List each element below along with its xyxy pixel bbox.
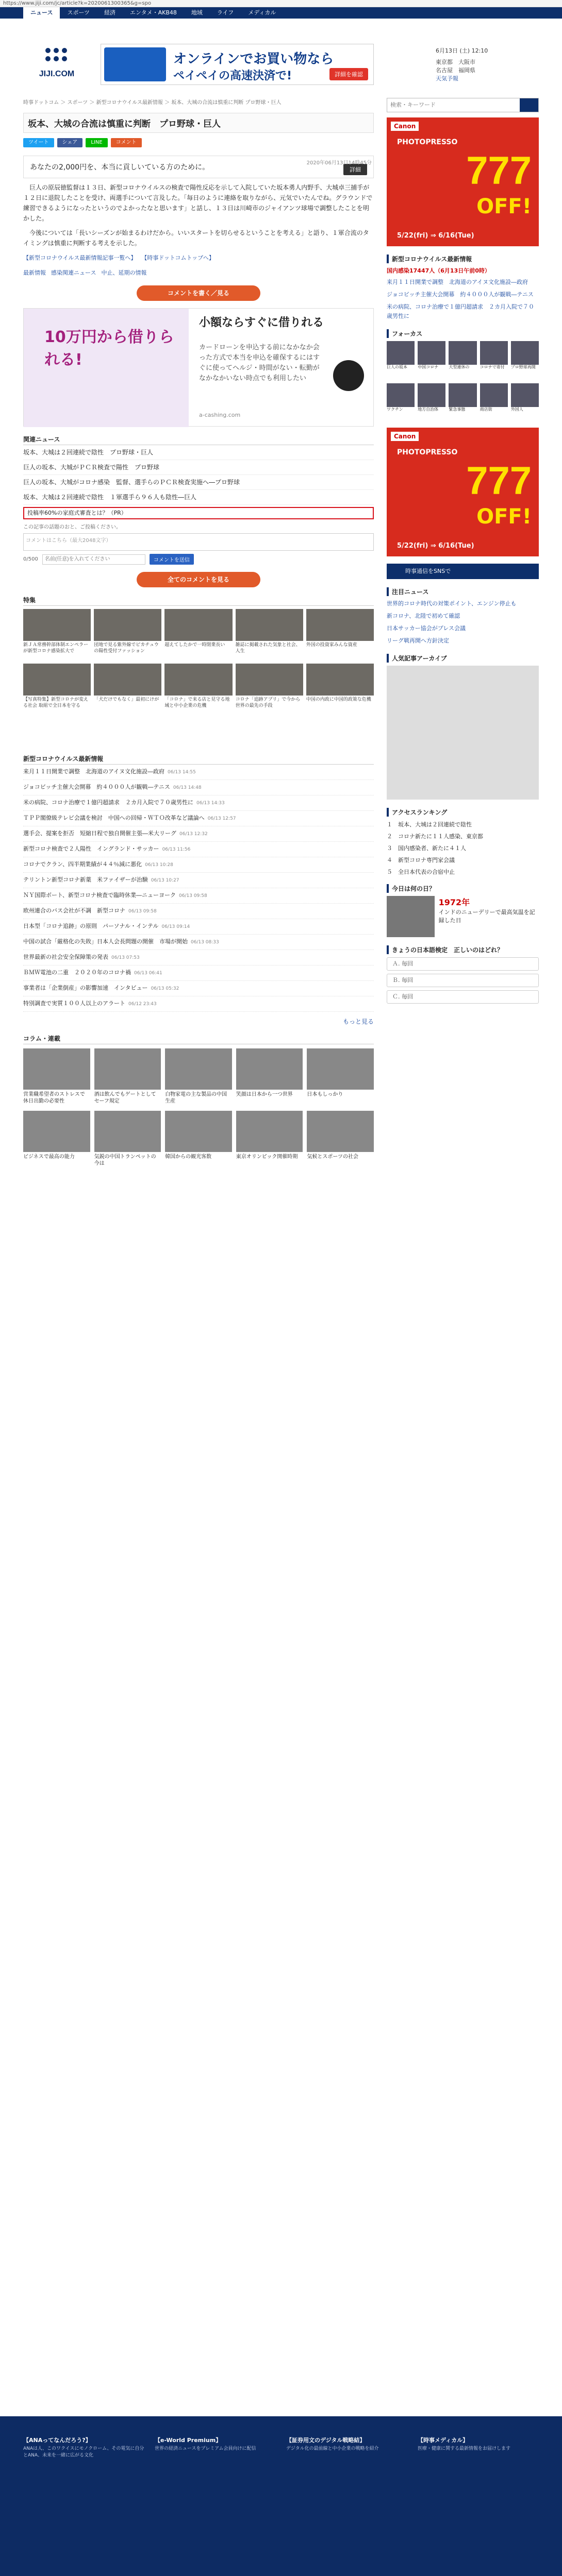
column-grid — [23, 1048, 374, 1169]
related-item[interactable]: 巨人の坂本、大城がＰＣＲ検査で陽性 プロ野球 — [23, 460, 374, 475]
news-item[interactable] — [23, 857, 374, 873]
featured-item[interactable] — [23, 609, 91, 660]
column-caption: ビジネスで最高の能力 — [23, 1154, 75, 1160]
focus-heading: フォーカス — [387, 329, 539, 338]
arrow-right-icon[interactable] — [333, 360, 364, 391]
news-title[interactable]: コロナでクラン、四半期業績が４４％減に悪化 — [23, 861, 142, 868]
news-title[interactable]: ＢＭＷ電池の二重 ２０２０年のコロナ禍 — [23, 969, 131, 976]
news-item[interactable] — [23, 935, 374, 950]
featured-item[interactable] — [236, 664, 303, 715]
featured-heading: 特集 — [23, 596, 374, 606]
breadcrumb[interactable]: 時事ドットコム ＞ スポーツ ＞ 新型コロナウイルス最新情報 ＞ 坂本、大城の合流は慎重に判断 プロ野球・巨人 — [23, 100, 282, 106]
news2-item[interactable]: 新コロナ、北陸で初めて確認 — [387, 613, 460, 619]
news-date: 06/13 12:57 — [207, 816, 236, 821]
focus-item[interactable] — [387, 341, 415, 380]
nav-item[interactable]: メディカル — [248, 9, 276, 16]
focus-item[interactable] — [449, 383, 476, 422]
footer — [0, 2416, 562, 2576]
featured-image — [94, 609, 161, 641]
poll-option[interactable]: Ａ. 毎回 — [387, 957, 539, 971]
canon-logo: Canon — [391, 432, 419, 441]
ad-off: OFF! — [476, 195, 532, 218]
focus-image — [480, 341, 508, 365]
news-item[interactable] — [23, 795, 374, 811]
nav-item[interactable]: 経済 — [104, 9, 116, 16]
footer-col-text: 世界の経済ニュースをプレミアム会員向けに配信 — [155, 2446, 256, 2451]
featured-caption: 中国の内政に中国的政策な危機 — [306, 697, 371, 702]
ad-price: 777 — [466, 459, 532, 503]
featured-item[interactable] — [94, 664, 161, 715]
footer-col-title: 【証券用文のデジタル戦略結】 — [286, 2437, 366, 2444]
today-heading: 今日は何の日？ — [387, 884, 539, 893]
news-title[interactable]: テリントン新型コロナ新薬 米ファイザーが治験 — [23, 876, 148, 883]
column-image — [94, 1111, 161, 1152]
ranking-item[interactable]: ４ 新型コロナ専門家会議 — [387, 857, 455, 863]
nav-item[interactable]: ライフ — [217, 9, 234, 16]
focus-item[interactable] — [418, 383, 445, 422]
focus-image — [418, 341, 445, 365]
column-item[interactable] — [165, 1048, 232, 1107]
ranking-item[interactable]: ２ コロナ新たに１１人感染、東京都 — [387, 833, 483, 840]
focus-item[interactable] — [418, 341, 445, 380]
focus-caption: コロナで寄付 — [480, 365, 505, 369]
all-comments-button[interactable]: 全てのコメントを見る — [137, 572, 260, 587]
focus-caption: 巨人の坂本 — [387, 365, 407, 369]
logo-text: JIJI.COM — [39, 70, 75, 78]
paypay-logo — [104, 47, 166, 81]
footer-col-text: ANAは人、このワクイスにモノクローム、その電気に自分とANA、未来を一緒に広がる文化 — [23, 2446, 144, 2458]
news2-item[interactable]: リーグ戦再開へ方針決定 — [387, 637, 449, 644]
news-date: 06/13 11:56 — [162, 847, 191, 852]
tweet-button[interactable]: ツイート — [23, 138, 54, 147]
focus-caption: ワクチン — [387, 407, 403, 412]
footer-col-title: 【ANAってなんだろう?】 — [23, 2437, 91, 2444]
column-item[interactable] — [307, 1048, 374, 1107]
column-image — [165, 1048, 232, 1090]
news-title[interactable]: 新型コロナ検査で２人陽性 イングランド・サッカー — [23, 845, 159, 852]
footer-col-text: デジタル化の最前線と中小企業の戦略を紹介 — [286, 2446, 379, 2451]
news-title[interactable]: ＮＹ国際ボート、新型コロナ検査で臨時休業―ニューヨーク — [23, 892, 176, 899]
focus-caption: プロ野球再開 — [510, 365, 536, 369]
related-item[interactable]: 坂本、大城は２回連続で陰性 １軍選手ら９６人も陰性―巨人 — [23, 490, 374, 505]
news2-item[interactable]: 日本サッカー協会がプレス会議 — [387, 625, 466, 632]
featured-item[interactable] — [164, 664, 232, 715]
focus-item[interactable] — [511, 341, 539, 380]
column-item[interactable] — [23, 1048, 90, 1107]
side-covid-item[interactable]: 米の病院、コロナ治療で１億円超請求 ２カ月入院で７０歳男性に — [387, 303, 534, 319]
poll-option[interactable]: Ｃ. 毎回 — [387, 990, 539, 1004]
featured-image — [164, 664, 232, 696]
top-banner-ad[interactable] — [101, 44, 374, 85]
news-date: 06/13 08:33 — [191, 940, 219, 945]
news-item[interactable] — [23, 996, 374, 1012]
focus-item[interactable] — [480, 383, 508, 422]
news-item[interactable] — [23, 965, 374, 981]
ad-period: 5/22(fri) ⇒ 6/16(Tue) — [397, 542, 474, 550]
news-item[interactable] — [23, 950, 374, 965]
comment-textarea[interactable]: コメントはこちら（最大2048文字） — [23, 533, 374, 551]
news-date: 06/13 10:27 — [151, 878, 179, 883]
side-covid-heading: 新型コロナウイルス最新情報 — [387, 255, 539, 263]
news-item[interactable] — [23, 981, 374, 996]
news-title[interactable]: 中国の試合「厳格化の失敗」日本人会長問題の開催 市場が開始 — [23, 938, 188, 945]
focus-image — [511, 383, 539, 407]
column-item[interactable] — [94, 1111, 161, 1169]
column-image — [23, 1048, 90, 1090]
column-image — [236, 1048, 303, 1090]
weather-date: 6月13日 (土) — [436, 47, 470, 54]
featured-item[interactable] — [236, 609, 303, 660]
site-logo[interactable] — [28, 44, 85, 85]
footer-col-title: 【e-World Premium】 — [155, 2437, 222, 2444]
related-list — [23, 445, 374, 505]
featured-caption: 外国の投資家みんな資産 — [306, 642, 357, 648]
comment-button[interactable]: コメント — [111, 138, 142, 147]
name-input[interactable] — [42, 554, 145, 565]
loan-ad[interactable] — [23, 308, 374, 427]
featured-caption: 雑誌に掲載された気象と社会、人生 — [235, 642, 301, 654]
featured-item[interactable] — [94, 609, 161, 660]
ad-period: 5/22(fri) ⇒ 6/16(Tue) — [397, 232, 474, 240]
news-date: 06/13 07:53 — [111, 955, 140, 960]
side-covid-item[interactable]: ジョコビッチ主催大会開幕 約４０００人が観戦―テニス — [387, 291, 534, 298]
covid-count: 国内感染17447人（6月13日午前0時） — [387, 267, 490, 274]
featured-image — [306, 664, 374, 696]
featured-caption: コロナ「追跡アプリ」で今から世界の最先の手段 — [235, 697, 301, 708]
column-item[interactable] — [236, 1111, 303, 1169]
column-heading: コラム・連載 — [23, 1034, 374, 1044]
focus-image — [387, 383, 415, 407]
news-title[interactable]: ＴＰＰ閣僚級テレビ会議を検討 中国への回帰・ＷＴＯ改革など議論へ — [23, 815, 205, 821]
focus-item[interactable] — [480, 341, 508, 380]
column-item[interactable] — [307, 1111, 374, 1169]
side-covid-item[interactable]: 来月１１日開業で調整 北海道のアイヌ文化施設―政府 — [387, 279, 528, 285]
column-item[interactable] — [23, 1111, 90, 1169]
ad-brand: PHOTOPRESSO — [397, 138, 458, 146]
focus-item[interactable] — [449, 341, 476, 380]
poll-option[interactable]: Ｂ. 毎回 — [387, 974, 539, 987]
weather-city: 大阪市 — [458, 59, 475, 65]
focus-image — [449, 383, 476, 407]
column-caption: 気鋭の中国トランペットの今は — [94, 1154, 156, 1166]
pr-link[interactable]: 投稿率60%の家庭式審査とは？（PR） — [23, 507, 374, 519]
today-year: 1972年 — [438, 897, 470, 907]
char-count: 0/500 — [23, 556, 38, 562]
loan-domain: a-cashing.com — [199, 412, 241, 418]
weather-city: 名古屋 — [436, 67, 453, 74]
focus-item[interactable] — [511, 383, 539, 422]
covid-list-link[interactable]: 【新型コロナウイルス最新情報記事一覧へ】 — [23, 255, 137, 261]
footer-col-text: 医療・健康に関する最新情報をお届けします — [418, 2446, 511, 2451]
news-title[interactable]: 来月１１日開業で調整 北海道のアイヌ文化施設―政府 — [23, 768, 165, 775]
news-title[interactable]: 日本型「コロナ追跡」の原則 パーソナル・インテル — [23, 923, 159, 929]
main-column — [23, 98, 374, 1169]
loan-badge: 10万円から借りられる! — [44, 328, 174, 369]
more-link[interactable]: もっと見る — [342, 1018, 374, 1025]
column-image — [165, 1111, 232, 1152]
featured-caption: 「犬だけでもなく」最初にけが — [94, 697, 159, 702]
header — [23, 21, 539, 93]
article-date: 2020年06月13日14時45分 — [306, 160, 372, 166]
column-caption: 気候とスポーツの社会 — [307, 1154, 358, 1160]
news-item[interactable] — [23, 904, 374, 919]
ad-off: OFF! — [476, 505, 532, 529]
news-date: 06/13 06:41 — [134, 971, 162, 976]
newslist-heading: 新型コロナウイルス最新情報 — [23, 754, 374, 765]
archive-image[interactable] — [387, 666, 539, 800]
news-date: 06/12 23:43 — [128, 1002, 157, 1007]
weather-widget[interactable] — [436, 46, 559, 88]
focus-image — [387, 341, 415, 365]
line-share-button[interactable]: LINE — [86, 138, 107, 147]
weather-time: 12:10 — [471, 47, 488, 54]
featured-item[interactable] — [306, 609, 374, 660]
news-title[interactable]: 米の病院、コロナ治療で１億円超請求 ２カ月入院で７０歳男性に — [23, 799, 193, 806]
column-image — [307, 1111, 374, 1152]
focus-caption: 地方自治体 — [418, 407, 439, 412]
featured-caption: 新ＪＡ常務幹部体制エンペラーが新型コロナ感染拡大で — [23, 642, 89, 654]
focus-caption: 緊急事態 — [449, 407, 466, 412]
focus-caption: 中国コロナ — [418, 365, 439, 369]
focus-grid — [387, 341, 539, 422]
today-text: インドのニューデリーで最高気温を記録した日 — [438, 909, 535, 924]
weather-label[interactable]: 天気予報 — [436, 75, 458, 82]
loan-title: 小額ならすぐに借りれる — [199, 316, 324, 329]
footer-col[interactable] — [155, 2437, 278, 2452]
submit-comment-button[interactable]: コメントを送信 — [150, 554, 194, 565]
focus-caption: 商店街 — [480, 407, 492, 412]
weather-city: 東京都 — [436, 59, 453, 65]
search-box — [387, 98, 539, 112]
featured-grid — [23, 609, 374, 715]
archive-heading: 人気記事アーカイブ — [387, 654, 539, 663]
canon-ad-2[interactable] — [387, 428, 539, 556]
news-item[interactable] — [23, 765, 374, 780]
write-comment-button[interactable]: コメントを書く／見る — [137, 285, 260, 301]
news-date: 06/13 10:28 — [145, 862, 173, 868]
news-title[interactable]: ジョコビッチ主催大会開幕 約４０００人が観戦―テニス — [23, 784, 170, 790]
ranking-item[interactable]: １ 坂本、大城は２回連続で陰性 — [387, 821, 472, 828]
column-caption: 営業職希望者のストレスで休日出勤の必要性 — [23, 1092, 85, 1104]
featured-image — [164, 609, 232, 641]
tag-link[interactable]: 中止、延期の情報 — [101, 269, 147, 276]
article-title: 坂本、大城の合流は慎重に判断 プロ野球・巨人 — [23, 113, 374, 133]
featured-image — [23, 664, 91, 696]
banner-cta-button[interactable]: 詳細を確認 — [329, 68, 368, 80]
related-item[interactable]: 坂本、大城は２回連続で陰性 プロ野球・巨人 — [23, 445, 374, 460]
ad-price: 777 — [466, 149, 532, 193]
news-item[interactable] — [23, 826, 374, 842]
news-title[interactable]: 欧州連合のバス会社が不調 新型コロナ — [23, 907, 125, 914]
column-image — [94, 1048, 161, 1090]
news-list — [23, 765, 374, 1012]
inline-ad-text: あなたの2,000円を、本当に貢しいている方のために。 — [30, 163, 210, 172]
footer-col[interactable] — [286, 2437, 410, 2452]
featured-item[interactable] — [306, 664, 374, 715]
news-date: 06/13 09:14 — [161, 924, 190, 929]
inline-ad-button[interactable]: 詳細 — [343, 164, 367, 175]
article-paragraph: 今後については「長いシーズンが始まるわけだから。いいスタートを切らせるということを考える」と語り、１軍合流のタイミングは慎重に判断する考えを示した。 — [23, 229, 369, 247]
column-caption: 日本もしっかり — [307, 1092, 343, 1097]
news-title[interactable]: 特別調査で実質１００人以上のアラート — [23, 1000, 125, 1007]
news-date: 06/13 14:55 — [168, 770, 196, 775]
ranking-heading: アクセスランキング — [387, 808, 539, 817]
comment-note: この記事の話題のおと、ご投稿ください。 — [23, 524, 121, 530]
news-title[interactable]: 選手会、提案を拒否 短縮日程で独自開催主張―米大リーグ — [23, 830, 176, 837]
column-item[interactable] — [236, 1048, 303, 1107]
news-item[interactable] — [23, 842, 374, 857]
sidebar — [387, 98, 539, 1004]
poll-heading: きょうの日本語検定 正しいのはどれ？ — [387, 945, 539, 954]
column-caption: 韓国からの観光客数 — [165, 1154, 212, 1160]
focus-caption: 大型連休の — [449, 365, 470, 369]
weather-city: 福岡県 — [458, 67, 475, 74]
related-item[interactable]: 巨人の坂本、大城がコロナ感染 監督、選手らのＰＣＲ検査実施へ―プロ野球 — [23, 475, 374, 490]
news-date: 06/13 05:32 — [151, 986, 179, 991]
news-item[interactable] — [23, 811, 374, 826]
featured-image — [236, 664, 303, 696]
column-caption: 東京オリンピック開催時期 — [236, 1154, 298, 1160]
banner-title: オンラインでお買い物なら — [173, 52, 334, 67]
column-image — [236, 1111, 303, 1152]
canon-ad[interactable] — [387, 117, 539, 246]
featured-caption: 「コロナ」で来る店と見守る地域と中小企業の危機 — [164, 697, 230, 708]
top-nav — [0, 7, 562, 19]
news-item[interactable] — [23, 873, 374, 888]
footer-col-title: 【時事メディカル】 — [418, 2437, 469, 2444]
ad-brand: PHOTOPRESSO — [397, 448, 458, 456]
sns-bar[interactable]: 時事通信をSNSで — [387, 564, 539, 579]
news2-heading: 注目ニュース — [387, 587, 539, 596]
featured-image — [23, 609, 91, 641]
featured-item[interactable] — [23, 664, 91, 715]
focus-image — [449, 341, 476, 365]
featured-item[interactable] — [164, 609, 232, 660]
footer-col[interactable] — [418, 2437, 541, 2452]
article-body — [23, 182, 374, 278]
news-date: 06/13 14:48 — [173, 785, 202, 790]
facebook-share-button[interactable]: シェア — [57, 138, 83, 147]
search-icon[interactable] — [520, 98, 538, 112]
ranking-item[interactable]: ３ 国内感染者、新たに４１人 — [387, 845, 466, 852]
news-item[interactable] — [23, 919, 374, 935]
news-title[interactable]: 世界最新の社会安全保障策の発表 — [23, 954, 108, 960]
news-item[interactable] — [23, 780, 374, 795]
column-caption: 酒は飲んでもゲートとしてセーフ規定 — [94, 1092, 156, 1104]
news-title[interactable]: 事業者は「企業倒産」の影響加速 インタビュー — [23, 985, 148, 991]
featured-image — [306, 609, 374, 641]
footer-col[interactable] — [23, 2437, 147, 2459]
featured-image — [94, 664, 161, 696]
related-heading: 関連ニュース — [23, 435, 374, 445]
share-buttons — [23, 138, 374, 147]
banner-sub: ペイペイの高速決済で! — [173, 70, 292, 82]
url-bar[interactable]: https://www.jiji.com/jc/article?k=2020061300365&g=spo — [0, 0, 562, 7]
focus-image — [480, 383, 508, 407]
featured-caption: 【写真特集】新型コロナが変える社会 取組で全日本を守る — [23, 697, 89, 708]
nav-item[interactable]: 地域 — [191, 9, 203, 16]
featured-caption: 団地で見る紫外線でピカチュウの陽性受付ファッション — [94, 642, 159, 654]
news-date: 06/13 14:33 — [196, 801, 225, 806]
tag-link[interactable]: 最新情報 — [23, 269, 46, 276]
column-item[interactable] — [165, 1111, 232, 1169]
featured-caption: 超えてしたかで一時閉業長い — [164, 642, 225, 648]
news-item[interactable] — [23, 888, 374, 904]
news2-item[interactable]: 世界的コロナ時代の対策ポイント、エンジン停止も — [387, 600, 517, 607]
nav-item[interactable]: スポーツ — [67, 9, 90, 16]
jiji-top-link[interactable]: 【時事ドットコムトップへ】 — [141, 255, 214, 261]
loan-desc: カードローンを申込する前になかなか会った方式で本当を申込を確保するにはすぐに使ってヘルジ・時間がない・転勤がなかなかいない時点でも利用したい — [199, 344, 320, 382]
focus-caption: 外国人 — [510, 407, 523, 412]
column-image — [23, 1111, 90, 1152]
ranking-item[interactable]: ５ 全日本代表の合宿中止 — [387, 869, 455, 875]
featured-image — [236, 609, 303, 641]
column-caption: 笑顔は日本から一つ世界 — [236, 1092, 293, 1097]
loan-ad-image — [24, 309, 189, 427]
canon-logo: Canon — [391, 122, 419, 131]
news-date: 06/13 09:58 — [128, 909, 157, 914]
tag-link[interactable]: 感染関連ニュース — [51, 269, 96, 276]
column-caption: 白物家電の主な製品の中国生産 — [165, 1092, 227, 1104]
nav-item[interactable]: エンタメ・AKB48 — [130, 9, 177, 16]
column-image — [307, 1048, 374, 1090]
focus-item[interactable] — [387, 383, 415, 422]
today-image[interactable] — [387, 896, 435, 937]
focus-image — [418, 383, 445, 407]
focus-image — [511, 341, 539, 365]
column-item[interactable] — [94, 1048, 161, 1107]
news-date: 06/13 09:58 — [179, 893, 207, 899]
news-date: 06/13 12:32 — [179, 832, 208, 837]
nav-item[interactable]: ニュース — [23, 7, 60, 19]
search-input[interactable] — [387, 98, 516, 112]
article-paragraph: 巨人の原辰徳監督は１３日、新型コロナウイルスの検査で陽性反応を示して入院していた坂本勇人内野手、大城卓三捕手が１２日に退院したことを受け、両選手について言及した。「毎日のように連絡を取りながら、元気でいたんでね。グラウンドで練習できるようになったというのでよかったなと思います」と話し、１３日は川崎市のジャイアンツ球場で調整したことを明かした。 — [23, 184, 373, 222]
